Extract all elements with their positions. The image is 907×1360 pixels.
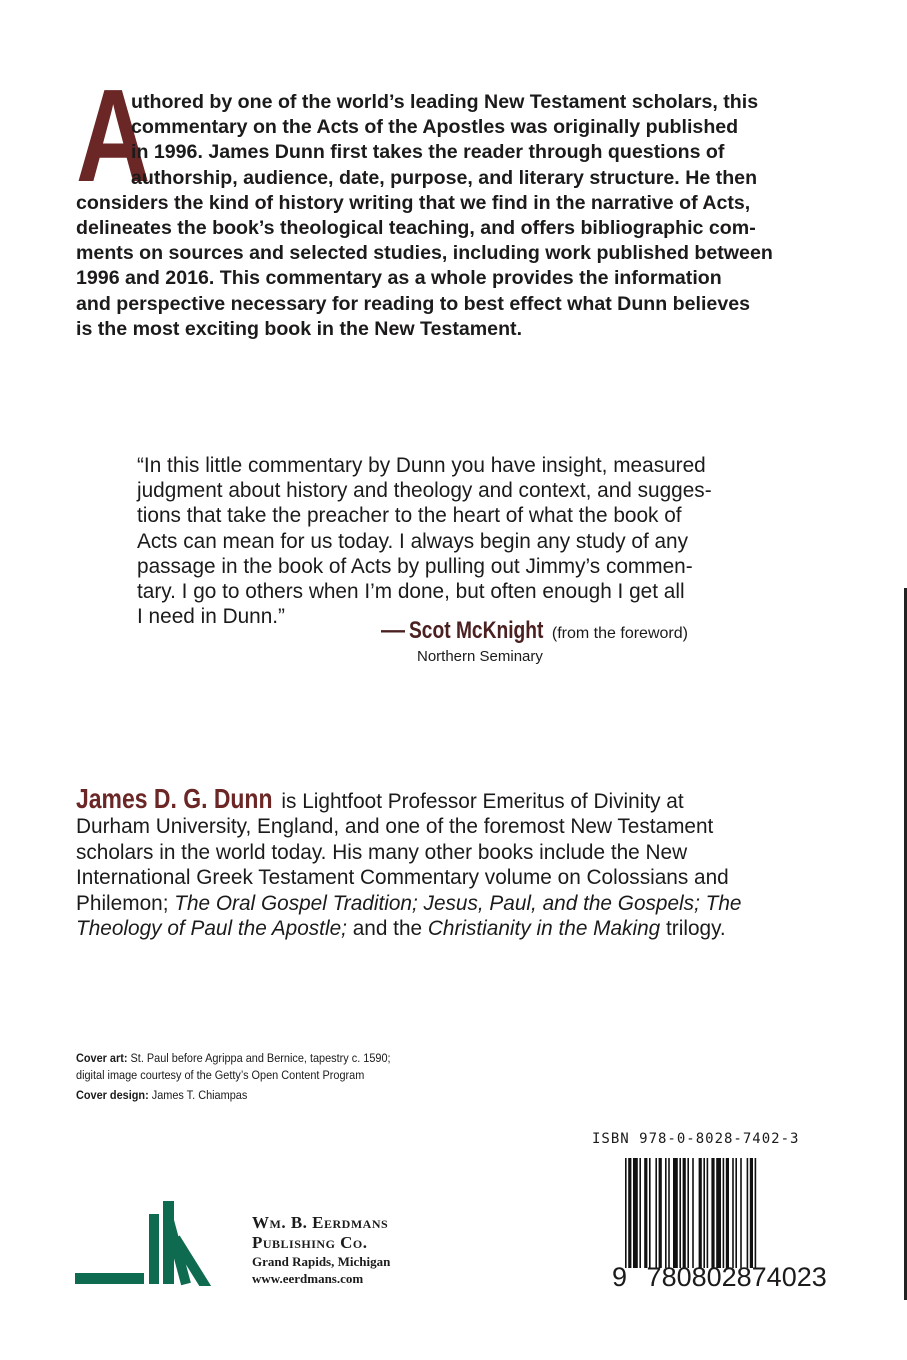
description-paragraph bbox=[76, 90, 836, 342]
barcode-bar bbox=[692, 1158, 694, 1268]
barcode-bar bbox=[668, 1158, 670, 1268]
blurb-line: is the most exciting book in the New Testament. bbox=[76, 317, 523, 340]
book-titles: The Oral Gospel Tradition; Jesus, Paul, and the Gospels; The bbox=[174, 891, 742, 915]
bio-text: Philemon; bbox=[76, 891, 175, 915]
barcode-bar bbox=[735, 1158, 737, 1268]
barcode-bar bbox=[699, 1158, 702, 1268]
barcode-bar bbox=[726, 1158, 729, 1268]
bio-text: and the bbox=[346, 917, 428, 941]
blurb-line: 1996 and 2016. This commentary as a whole provides the information bbox=[76, 267, 722, 290]
barcode-bar bbox=[625, 1158, 627, 1268]
quote-attribution bbox=[381, 617, 688, 645]
blurb-line: uthored by one of the world’s leading New Testament scholars, this bbox=[131, 91, 759, 113]
book-title: Christianity in the Making bbox=[427, 917, 661, 941]
quote-line: I need in Dunn.” bbox=[137, 605, 285, 629]
blurb-line: delineates the book’s theological teaching, and offers bibliographic com- bbox=[76, 217, 756, 240]
isbn-label: ISBN 978-0-8028-7402-3 bbox=[592, 1131, 800, 1147]
blurb-line: and perspective necessary for reading to best effect what Dunn believes bbox=[76, 292, 751, 315]
barcode-bar bbox=[673, 1158, 678, 1268]
bio-line: International Greek Testament Commentary volume on Colossians and bbox=[76, 866, 729, 890]
quote-line: Acts can mean for us today. I always begin any study of any bbox=[137, 529, 689, 553]
barcode-bar bbox=[707, 1158, 709, 1268]
quote-source: (from the foreword) bbox=[551, 625, 688, 642]
barcode-icon bbox=[625, 1158, 779, 1268]
bio-text: is Lightfoot Professor Emeritus of Divinity at bbox=[275, 790, 684, 813]
barcode-bar bbox=[711, 1158, 714, 1268]
barcode-bar bbox=[633, 1158, 638, 1268]
barcode-bar bbox=[644, 1158, 647, 1268]
quote-affiliation: Northern Seminary bbox=[417, 648, 543, 665]
barcode-bar bbox=[703, 1158, 705, 1268]
barcode-digits bbox=[612, 1262, 827, 1292]
quote-line: passage in the book of Acts by pulling out Jimmy’s commen- bbox=[137, 554, 693, 578]
blurb-line: authorship, audience, date, purpose, and literary structure. He then bbox=[131, 166, 758, 189]
drop-cap: A bbox=[76, 62, 149, 209]
bio-line: Durham University, England, and one of the foremost New Testament bbox=[76, 815, 714, 839]
barcode-bar bbox=[740, 1158, 742, 1268]
publisher-website: www.eerdmans.com bbox=[252, 1271, 364, 1286]
barcode-bar bbox=[649, 1158, 651, 1268]
author-name: James D. G. Dunn bbox=[76, 783, 273, 814]
publisher-name: Publishing Co. bbox=[252, 1233, 368, 1252]
barcode-bar bbox=[639, 1158, 641, 1268]
barcode-bar bbox=[628, 1158, 631, 1268]
author-bio bbox=[76, 783, 742, 941]
quote-line: tary. I go to others when I’m done, but often enough I get all bbox=[137, 580, 685, 604]
credit-text: James T. Chiampas bbox=[148, 1088, 248, 1102]
credit-text: St. Paul before Agrippa and Bernice, tapestry c. 1590; bbox=[127, 1051, 391, 1065]
barcode-bar bbox=[659, 1158, 662, 1268]
bio-text: trilogy. bbox=[660, 917, 726, 941]
quote-author: Scot McKnight bbox=[409, 617, 544, 644]
quote-line: judgment about history and theology and context, and sugges- bbox=[137, 479, 712, 503]
publisher-location: Grand Rapids, Michigan bbox=[252, 1254, 391, 1269]
publisher-name: Wm. B. Eerdmans bbox=[252, 1213, 389, 1232]
blurb-line: considers the kind of history writing that we find in the narrative of Acts, bbox=[76, 191, 751, 214]
barcode-bar bbox=[655, 1158, 657, 1268]
barcode-lead-digit: 9 bbox=[612, 1262, 628, 1292]
barcode-bar bbox=[665, 1158, 667, 1268]
barcode-bar bbox=[683, 1158, 686, 1268]
barcode-bar bbox=[679, 1158, 681, 1268]
credit-label: Cover art: bbox=[76, 1051, 128, 1065]
quote-line: “In this little commentary by Dunn you have insight, measured bbox=[137, 454, 706, 477]
cover-credits bbox=[76, 1050, 433, 1104]
barcode-number: 780802874023 bbox=[646, 1262, 827, 1292]
eerdmans-books-logo-icon bbox=[75, 1200, 235, 1286]
publisher-info bbox=[252, 1213, 390, 1287]
barcode-bar bbox=[716, 1158, 721, 1268]
endorsement-quote bbox=[137, 453, 712, 629]
credit-label: Cover design: bbox=[76, 1088, 149, 1102]
blurb-line: ments on sources and selected studies, including work published between bbox=[76, 242, 773, 265]
blurb-line: commentary on the Acts of the Apostles was originally published bbox=[131, 116, 739, 139]
barcode-bar bbox=[723, 1158, 725, 1268]
barcode-bar bbox=[755, 1158, 757, 1268]
barcode-bar bbox=[732, 1158, 734, 1268]
barcode-bar bbox=[750, 1158, 753, 1268]
quote-line: tions that take the preacher to the heart of what the book of bbox=[137, 504, 682, 528]
blurb-line: in 1996. James Dunn first takes the reader through questions of bbox=[131, 141, 725, 164]
em-dash: — bbox=[381, 617, 405, 644]
credit-text: digital image courtesy of the Getty’s Open Content Program bbox=[76, 1068, 365, 1082]
book-title: Theology of Paul the Apostle; bbox=[76, 917, 347, 941]
bio-line: scholars in the world today. His many other books include the New bbox=[76, 840, 688, 864]
barcode-bar bbox=[687, 1158, 689, 1268]
barcode-bar bbox=[747, 1158, 749, 1268]
